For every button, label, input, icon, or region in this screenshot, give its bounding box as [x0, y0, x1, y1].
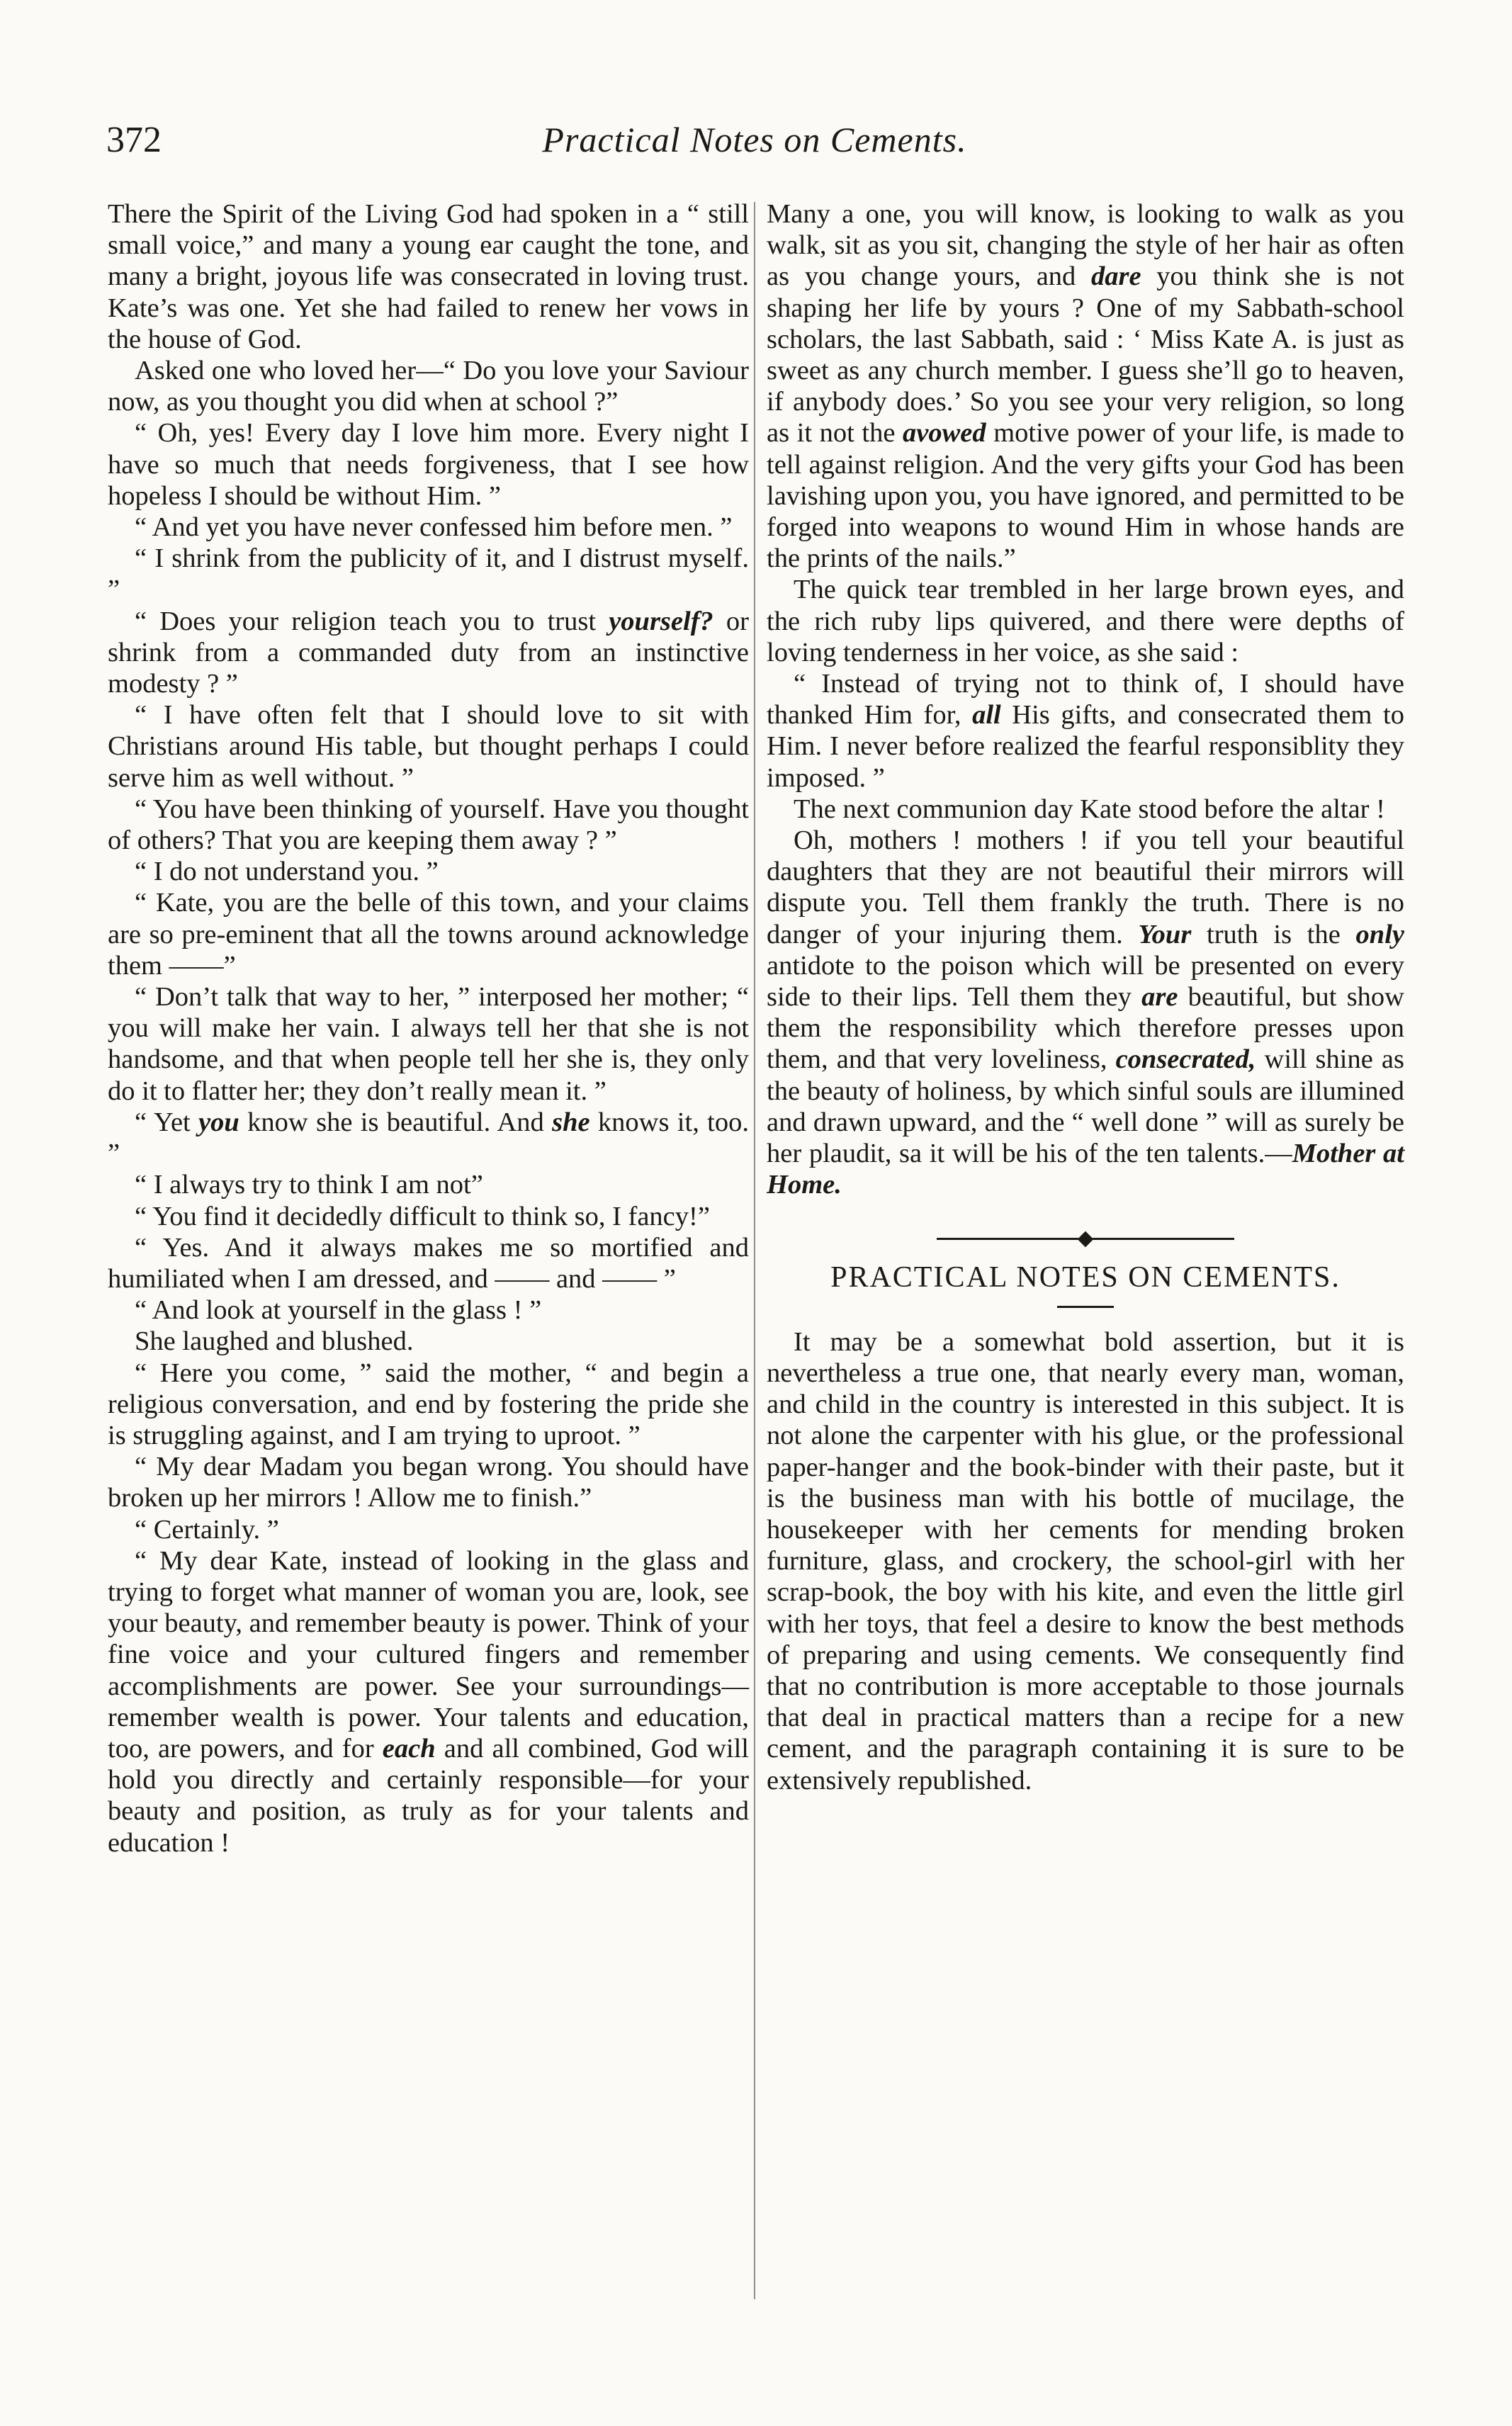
text-run: will shine as the beauty of holiness, by which sinful souls are illumined and drawn upward, and the “ well done ” will as surely be her plaudit, sa it will be his of the ten talents.—: [767, 1044, 1404, 1169]
text-run: “ You find it decidedly difficult to think so, I fancy!”: [135, 1201, 710, 1231]
page-number: 372: [106, 120, 162, 160]
paragraph: [108, 543, 749, 605]
italic-text: dare: [1090, 261, 1141, 292]
paragraph: [108, 887, 749, 981]
text-run: “ You have been thinking of yourself. Have you thought of others? That you are keeping them away ? ”: [108, 794, 749, 856]
article-title: PRACTICAL NOTES ON CEMENTS.: [830, 1260, 1341, 1294]
text-run: “ And yet you have never confessed him before men. ”: [135, 512, 733, 543]
left-column: [108, 198, 749, 1858]
text-run: “ Instead of trying not to think of, I should have thanked Him for,: [767, 669, 1404, 730]
italic-text: are: [1141, 982, 1178, 1012]
text-run: “ Yet: [135, 1107, 199, 1137]
italic-text: you: [198, 1107, 239, 1137]
paragraph: [767, 794, 1404, 825]
paragraph: [767, 574, 1404, 668]
paragraph: [767, 825, 1404, 1200]
text-run: “ My dear Madam you began wrong. You should have broken up her mirrors ! Allow me to finish.”: [108, 1452, 749, 1513]
italic-text: Your: [1138, 919, 1192, 949]
paragraph: [108, 355, 749, 417]
text-run: Asked one who loved her—“ Do you love your Saviour now, as you thought you did when at school ?”: [108, 356, 749, 417]
text-run: or shrink from a commanded duty from an instinctive modesty ? ”: [108, 606, 749, 699]
text-run: “ My dear Kate, instead of looking in the glass and trying to forget what manner of woman you are, look, see your beauty, and remember beauty is power. Think of your fine voice and your cultured fingers and remember accomplishments are power. See your surroundings—remember wealth is power. Your talents and education, too, are powers, and for: [108, 1545, 749, 1764]
text-run: She laughed and blushed.: [135, 1326, 414, 1357]
text-run: “ I have often felt that I should love to sit with Christians around His table, but thought perhaps I could serve him as well without. ”: [108, 700, 749, 793]
diamond-ornament-icon: [1078, 1231, 1094, 1247]
paragraph: [108, 1451, 749, 1513]
italic-text: avowed: [903, 418, 986, 448]
text-run: antidote to the poison which will be presented on every side to their lips. Tell them they: [767, 950, 1404, 1012]
text-run: and all combined, God will hold you directly and certainly responsible—for your beauty and position, as truly as for your talents and education !: [108, 1733, 749, 1858]
section-ornament: [767, 1232, 1404, 1246]
text-run: know she is beautiful. And: [239, 1107, 553, 1137]
text-run: His gifts, and consecrated them to Him. I never before realized the fearful responsiblity they imposed. ”: [767, 700, 1405, 793]
running-head: Practical Notes on Cements.: [542, 120, 967, 159]
paragraph: [108, 1294, 749, 1326]
italic-text: only: [1355, 919, 1404, 949]
italic-text: yourself?: [609, 606, 713, 636]
text-run: knows it, too. ”: [108, 1107, 749, 1169]
paragraph: [108, 417, 749, 512]
text-run: “ I do not understand you. ”: [135, 857, 439, 887]
paragraph: [108, 794, 749, 856]
paragraph: [108, 981, 749, 1107]
paragraph: [108, 1169, 749, 1200]
text-run: “ Certainly. ”: [135, 1514, 279, 1545]
text-run: Oh, mothers ! mothers ! if you tell your beautiful daughters that they are not beautiful their mirrors will dispute you. Tell them frankly the truth. There is no danger of your injuring them.: [767, 825, 1404, 949]
text-run: you think she is not shaping her life by yours ? One of my Sabbath-school scholars, the last Sabbath, said : ‘ Miss Kate A. is just as sweet as any church member. I guess she’ll go to heaven, if anybody does.’ So you see your very religion, so long as it not the: [767, 261, 1404, 448]
text-run: “ Yes. And it always makes me so mortified and humiliated when I am dressed, and —— and —— ”: [108, 1232, 749, 1294]
paragraph: [108, 512, 749, 543]
text-run: “ And look at yourself in the glass ! ”: [135, 1295, 542, 1326]
page-header: [106, 119, 1403, 176]
paragraph: [108, 1326, 749, 1357]
text-run: The next communion day Kate stood before the altar !: [794, 794, 1385, 824]
text-run: truth is the: [1191, 919, 1356, 949]
paragraph: [108, 198, 749, 355]
text-run: “ I always try to think I am not”: [135, 1170, 483, 1200]
text-run: “ Does your religion teach you to trust: [135, 606, 609, 636]
text-run: “ Don’t talk that way to her, ” interposed her mother; “ you will make her vain. I always tell her that she is not handsome, and that when people tell her she is, they only do it to flatter her; they don’t really mean it. ”: [108, 982, 749, 1106]
paragraph: [108, 1201, 749, 1232]
paragraph: [108, 699, 749, 794]
italic-text: she: [552, 1107, 590, 1137]
right-column: [767, 198, 1404, 1796]
paragraph: [108, 1358, 749, 1452]
text-run: “ Here you come, ” said the mother, “ and begin a religious conversation, and end by fostering the pride she is struggling against, and I am trying to uproot. ”: [108, 1358, 749, 1450]
paragraph: [108, 1107, 749, 1169]
paragraph: [108, 1232, 749, 1294]
paragraph: [108, 1545, 749, 1858]
italic-text: consecrated,: [1115, 1044, 1256, 1075]
text-run: The quick tear trembled in her large brown eyes, and the rich ruby lips quivered, and there were depths of loving tenderness in her voice, as she said :: [767, 575, 1404, 667]
italic-text: Mother at Home.: [767, 1139, 1405, 1200]
paragraph: [108, 856, 749, 887]
paragraph: [767, 668, 1404, 794]
article-body: It may be a somewhat bold assertion, but it is nevertheless a true one, that nearly every man, woman, and child in the country is interested in this subject. It is not alone the carpenter with his glue, or the professional paper-hanger and the book-binder with their paste, but it is the business man with his bottle of mucilage, the housekeeper with her cements for mending broken furniture, glass, and crockery, the school-girl with her scrap-book, the boy with his kite, and even the little girl with her toys, that feel a desire to know the best methods of preparing and using cements. We consequently find that no contribution is more acceptable to those journals that deal in practical matters than a recipe for a new cement, and the paragraph containing it is sure to be extensively republished.: [767, 1326, 1404, 1795]
italic-text: all: [972, 700, 1001, 730]
paragraph: [767, 198, 1404, 574]
paragraph: [108, 1514, 749, 1545]
text-run: motive power of your life, is made to tell against religion. And the very gifts your God has been lavishing upon you, you have ignored, and permitted to be forged into weapons to wound Him in whose hands are the prints of the nails.”: [767, 418, 1404, 574]
paragraph: [108, 606, 749, 700]
text-run: Many a one, you will know, is looking to walk as you walk, sit as you sit, changing the style of her hair as often as you change yours, and: [767, 199, 1404, 292]
right-column-story: [767, 198, 1404, 1201]
italic-text: each: [382, 1733, 436, 1764]
text-run: “ I shrink from the publicity of it, and I distrust myself. ”: [108, 543, 749, 605]
text-run: “ Kate, you are the belle of this town, and your claims are so pre-eminent that all the towns around acknowledge them ——”: [108, 888, 749, 981]
text-run: “ Oh, yes! Every day I love him more. Every night I have so much that needs forgiveness, that I see how hopeless I should be without Him. ”: [108, 418, 749, 511]
title-rule: [1057, 1306, 1114, 1308]
text-run: There the Spirit of the Living God had spoken in a “ still small voice,” and many a young ear caught the tone, and many a bright, joyous life was consecrated in loving trust. Kate’s was one. Yet she had failed to renew her vows in the house of God.: [108, 199, 749, 354]
column-divider: [754, 202, 755, 2299]
text-run: beautiful, but show them the responsibility which therefore presses upon them, and that very loveliness,: [767, 982, 1404, 1075]
